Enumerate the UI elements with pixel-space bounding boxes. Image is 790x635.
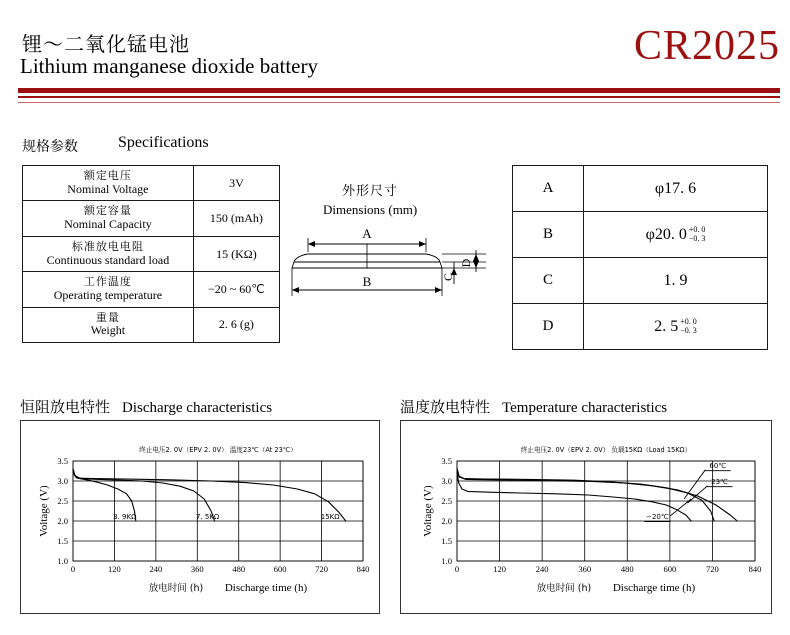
table-row — [23, 166, 280, 201]
spec-value-cell: 150 (mAh) — [193, 201, 279, 236]
temperature-chart-heading-en: Temperature characteristics — [502, 400, 668, 416]
table-row — [513, 212, 768, 258]
spec-name-en: Weight — [90, 323, 126, 338]
y-axis-tick-label: 3.5 — [441, 456, 452, 467]
spec-name-cn: 额定容量 — [83, 204, 132, 218]
spec-name-cn: 标准放电电阻 — [71, 239, 144, 253]
x-axis-tick-label: 120 — [493, 564, 506, 574]
table-row — [513, 166, 768, 212]
header-rule-thin — [18, 102, 780, 103]
header-rule-thick — [18, 88, 780, 93]
x-axis-tick-label: 840 — [748, 564, 762, 574]
tolerance-minus: −0. 3 — [688, 233, 706, 243]
dimension-key: B — [513, 212, 584, 258]
spec-name-cell — [23, 307, 194, 342]
y-axis-tick-label: 1.0 — [441, 556, 452, 567]
specifications-heading-cn: 规格参数 — [22, 139, 78, 155]
header-rule-medium — [18, 96, 780, 98]
x-axis-tick-label: 720 — [706, 564, 719, 574]
dimension-value-text: φ17. 6 — [654, 179, 697, 197]
chart-series-label: 7. 5KΩ — [195, 513, 220, 521]
y-axis-tick-label: 3.0 — [441, 476, 452, 487]
tolerance — [689, 226, 706, 243]
dimension-callout-a: A — [362, 226, 372, 241]
tolerance — [680, 318, 697, 335]
spec-name-cn: 工作温度 — [83, 275, 132, 289]
spec-name-cell — [23, 201, 194, 236]
y-axis-tick-label: 1.5 — [57, 536, 68, 547]
table-row — [23, 272, 280, 307]
dimensions-label-cn: 外形尺寸 — [342, 184, 399, 199]
y-axis-tick-label: 2.0 — [57, 516, 68, 527]
chart-series-line — [73, 469, 215, 521]
table-row — [513, 304, 768, 350]
y-axis-tick-label: 3.5 — [57, 456, 68, 467]
x-axis-tick-label: 480 — [232, 564, 246, 574]
x-axis-tick-label: 0 — [454, 564, 460, 574]
dimension-value-text: φ20. 0 — [645, 225, 687, 243]
spec-name-cell — [23, 166, 194, 201]
dimension-callout-b: B — [362, 274, 372, 289]
dimension-value — [584, 304, 768, 350]
specifications-heading-en: Specifications — [118, 134, 209, 151]
table-row — [23, 236, 280, 271]
dimension-key: A — [513, 166, 584, 212]
y-axis-tick-label: 1.5 — [441, 536, 452, 547]
page-title-en: Lithium manganese dioxide battery — [20, 54, 318, 78]
tolerance-plus: +0. 0 — [688, 225, 706, 235]
dimensions-label-en: Dimensions (mm) — [323, 202, 418, 217]
dimension-key: C — [513, 258, 584, 304]
x-axis-tick-label: 840 — [356, 564, 370, 574]
battery-cross-section-svg — [286, 222, 510, 317]
x-axis-title-en: Discharge time (h) — [612, 582, 696, 594]
temperature-chart — [400, 420, 772, 614]
discharge-chart — [20, 420, 380, 614]
table-row — [513, 258, 768, 304]
table-row — [23, 201, 280, 236]
x-axis-tick-label: 240 — [535, 564, 549, 574]
page-title-cn: 锂～二氧化锰电池 — [22, 32, 190, 56]
spec-value-cell: 2. 6 (g) — [193, 307, 279, 342]
discharge-chart-heading — [20, 396, 272, 417]
spec-name-en: Operating temperature — [53, 287, 163, 302]
dimension-value-text: 2. 5 — [654, 317, 679, 335]
y-axis-title: Voltage (V) — [422, 485, 434, 537]
dimension-value — [584, 258, 768, 304]
dimension-value — [584, 212, 768, 258]
x-axis-tick-label: 480 — [620, 564, 634, 574]
y-axis-tick-label: 2.0 — [441, 516, 452, 527]
dimension-key: D — [513, 304, 584, 350]
spec-value-cell: 15 (KΩ) — [193, 236, 279, 271]
y-axis-tick-label: 2.5 — [57, 496, 68, 507]
chart-series-label: 15KΩ — [320, 513, 340, 521]
x-axis-tick-label: 600 — [663, 564, 677, 574]
chart-condition-text: 终止电压2. 0V（EPV 2. 0V） 负载15KΩ（Load 15KΩ） — [520, 446, 692, 454]
dimensions-table — [512, 165, 768, 350]
chart-series-label: −20℃ — [646, 513, 669, 521]
x-axis-title-cn: 放电时间 (h) — [536, 583, 592, 594]
discharge-chart-heading-en: Discharge characteristics — [122, 400, 273, 416]
y-axis-title: Voltage (V) — [38, 485, 50, 537]
dimensions-drawing — [286, 172, 510, 322]
x-axis-title-en: Discharge time (h) — [224, 582, 308, 594]
x-axis-tick-label: 360 — [190, 564, 204, 574]
y-axis-tick-label: 1.0 — [57, 556, 68, 567]
dimension-value-text: 1. 9 — [663, 271, 688, 289]
spec-name-en: Nominal Capacity — [64, 217, 152, 232]
y-axis-tick-label: 3.0 — [57, 476, 68, 487]
temperature-chart-heading — [400, 396, 667, 417]
model-number: CR2025 — [633, 23, 780, 69]
x-axis-tick-label: 360 — [578, 564, 592, 574]
x-axis-title-cn: 放电时间 (h) — [148, 583, 204, 594]
spec-name-cell — [23, 272, 194, 307]
spec-name-cn: 额定电压 — [83, 169, 132, 182]
discharge-chart-heading-cn: 恒阻放电特性 — [20, 398, 111, 416]
x-axis-tick-label: 720 — [315, 564, 328, 574]
tolerance-minus: −0. 3 — [680, 325, 697, 335]
dimension-callout-c: C — [441, 272, 455, 282]
chart-condition-text: 终止电压2. 0V（EPV 2. 0V） 温度23℃（At 23℃） — [139, 446, 297, 454]
chart-series-label: 60℃ — [709, 462, 727, 471]
spec-name-en: Nominal Voltage — [67, 181, 149, 196]
y-axis-tick-label: 2.5 — [441, 496, 452, 507]
table-row — [23, 307, 280, 342]
x-axis-tick-label: 120 — [108, 564, 121, 574]
chart-series-label: 3. 9KΩ — [113, 513, 137, 521]
x-axis-tick-label: 240 — [149, 564, 163, 574]
spec-value-cell: −20 ~ 60℃ — [193, 272, 279, 307]
dimension-callout-d: D — [459, 258, 473, 268]
spec-name-cn: 重量 — [95, 310, 120, 324]
spec-name-cell — [23, 236, 194, 271]
x-axis-tick-label: 0 — [70, 564, 76, 574]
chart-grid — [73, 461, 363, 561]
spec-value-cell: 3V — [193, 166, 279, 201]
x-axis-tick-label: 600 — [273, 564, 287, 574]
spec-name-en: Continuous standard load — [46, 252, 170, 267]
chart-series-line — [457, 469, 737, 521]
tolerance-plus: +0. 0 — [680, 317, 697, 327]
chart-series-label: 23℃ — [711, 478, 728, 487]
temperature-chart-heading-cn: 温度放电特性 — [400, 398, 491, 416]
dimension-value — [584, 166, 768, 212]
specifications-table — [22, 165, 280, 343]
